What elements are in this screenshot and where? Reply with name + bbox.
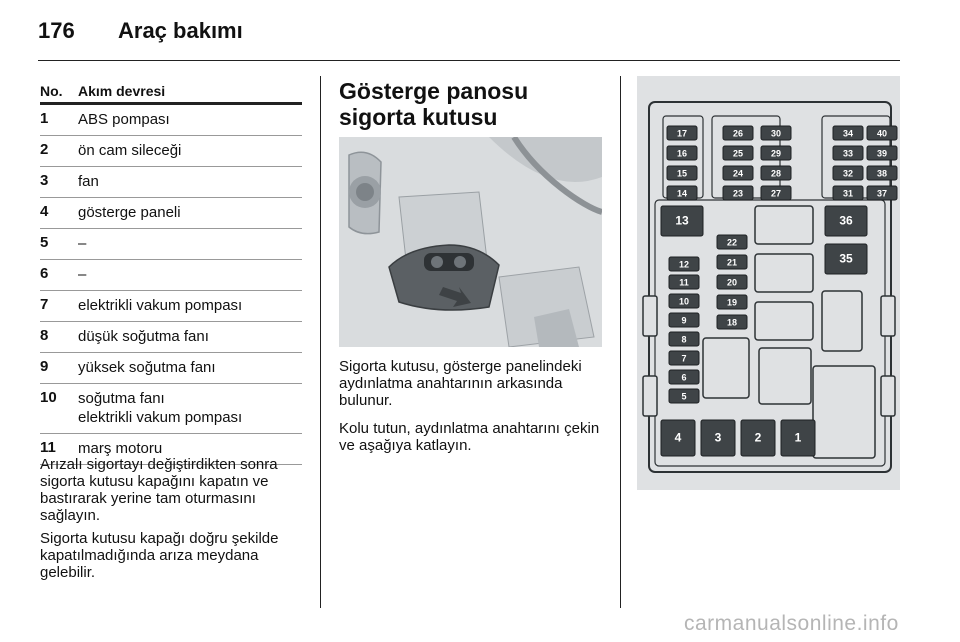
circuit-line: ABS pompası <box>78 111 170 128</box>
table-row <box>40 291 302 322</box>
fuse-label: 38 <box>876 168 888 179</box>
fuse-label: 5 <box>681 391 687 402</box>
fuse-number: 2 <box>40 141 49 158</box>
fuse-number: 5 <box>40 234 49 251</box>
table-row <box>40 167 302 198</box>
fuse-label: 29 <box>770 148 782 159</box>
fuse-label: 1 <box>794 430 802 445</box>
side-clip <box>881 296 895 336</box>
page-number: 176 <box>38 18 75 43</box>
circuit-line: marş motoru <box>78 440 163 457</box>
fuse-label: 10 <box>678 296 690 307</box>
circuit-description <box>78 172 99 191</box>
fuse-label: 39 <box>876 148 888 159</box>
circuit-description <box>78 234 86 253</box>
fuse-label: 14 <box>676 188 688 199</box>
fuse-label: 36 <box>839 213 853 228</box>
table-row <box>40 229 302 260</box>
fuse-label: 15 <box>676 168 688 179</box>
table-row <box>40 198 302 229</box>
watermark: carmanualsonline.info <box>684 612 899 635</box>
fuse-label: 19 <box>726 297 738 308</box>
table-row <box>40 353 302 384</box>
fuse-label: 28 <box>770 168 782 179</box>
side-clip <box>643 296 657 336</box>
circuit-description <box>78 327 209 346</box>
page-title: Araç bakımı <box>118 18 243 43</box>
circuit-description <box>78 389 242 427</box>
fuse-label: 20 <box>726 277 738 288</box>
fuse-box-svg <box>637 76 900 490</box>
table-row <box>40 136 302 167</box>
fuse-label: 16 <box>676 148 688 159</box>
header-rule <box>38 60 900 61</box>
fuse-label: 9 <box>681 315 687 326</box>
circuit-description <box>78 358 216 377</box>
column-divider <box>320 76 321 608</box>
circuit-line: elektrikli vakum pompası <box>78 409 243 426</box>
fuse-label: 23 <box>732 188 744 199</box>
circuit-line: elektrikli vakum pompası <box>78 297 243 314</box>
circuit-line: soğutma fanı <box>78 390 165 407</box>
table-header <box>40 80 302 105</box>
fuse-label: 34 <box>842 128 854 139</box>
fuse-number: 6 <box>40 265 49 282</box>
circuit-line: düşük soğutma fanı <box>78 328 209 345</box>
fuse-label: 32 <box>842 168 854 179</box>
side-clip <box>881 376 895 416</box>
fuse-label: 33 <box>842 148 854 159</box>
fuse-label: 25 <box>732 148 744 159</box>
side-clip <box>643 376 657 416</box>
paragraph-instruction: Kolu tutun, aydınlatma anahtarını çekin ve aşağıya katlayın. <box>339 420 600 454</box>
circuit-line: fan <box>78 173 99 190</box>
column-header-no: No. <box>40 83 63 99</box>
fuse-table <box>40 80 302 465</box>
fuse-number: 1 <box>40 110 49 127</box>
fuse-label: 12 <box>678 259 690 270</box>
fuse-number: 4 <box>40 203 49 220</box>
table-body <box>40 105 302 465</box>
fuse-label: 27 <box>770 188 782 199</box>
fuse-label: 24 <box>732 168 744 179</box>
fuse-box-diagram <box>637 76 900 490</box>
fuse-number: 9 <box>40 358 49 375</box>
paragraph-cover-warning: Sigorta kutusu kapağı doğru şekilde kapatılmadığında arıza meydana gelebilir. <box>40 530 279 581</box>
fuse-label: 31 <box>842 188 854 199</box>
section-heading: Gösterge panosu sigorta kutusu <box>339 78 529 130</box>
fuse-label: 6 <box>681 372 687 383</box>
circuit-line: gösterge paneli <box>78 204 181 221</box>
column-divider <box>620 76 621 608</box>
circuit-description <box>78 265 86 284</box>
column-header-circuit: Akım devresi <box>78 83 166 99</box>
circuit-line: ön cam sileceği <box>78 142 182 159</box>
fuse-label: 4 <box>674 430 682 445</box>
circuit-description <box>78 203 181 222</box>
paragraph-location: Sigorta kutusu, gösterge panelindeki aydınlatma anahtarının arkasında bulunur. <box>339 358 582 409</box>
fuse-label: 11 <box>679 277 689 288</box>
fuse-label: 22 <box>726 237 738 248</box>
circuit-line: – <box>78 235 87 252</box>
fuse-label: 3 <box>714 430 722 445</box>
circuit-line: – <box>78 266 87 283</box>
fuse-label: 26 <box>732 128 744 139</box>
fuse-number: 3 <box>40 172 49 189</box>
fuse-label: 17 <box>676 128 688 139</box>
circuit-description <box>78 296 242 315</box>
fuse-label: 13 <box>675 213 689 228</box>
table-row <box>40 105 302 136</box>
fuse-label: 7 <box>681 353 687 364</box>
table-row <box>40 384 302 434</box>
dashboard-illustration <box>339 137 602 347</box>
fuse-label: 21 <box>726 257 738 268</box>
fuse-label: 37 <box>876 188 888 199</box>
fuse-label: 8 <box>681 334 687 345</box>
fuse-number: 11 <box>40 439 56 456</box>
fuse-label: 35 <box>839 251 853 266</box>
fuse-label: 40 <box>876 128 888 139</box>
fuse-label: 2 <box>754 430 762 445</box>
fuse-label: 18 <box>726 317 738 328</box>
circuit-description <box>78 141 181 160</box>
fuse-number: 10 <box>40 389 57 406</box>
fuse-number: 7 <box>40 296 49 313</box>
circuit-line: yüksek soğutma fanı <box>78 359 216 376</box>
table-row <box>40 260 302 291</box>
fuse-number: 8 <box>40 327 49 344</box>
dashboard-photo <box>339 137 602 347</box>
paragraph-cover-close: Arızalı sigortayı değiştirdikten sonra sigorta kutusu kapağını kapatın ve bastırarak yerine tam oturmasını sağlayın. <box>40 456 278 524</box>
fuse-label: 30 <box>770 128 782 139</box>
table-row <box>40 322 302 353</box>
circuit-description <box>78 110 170 129</box>
